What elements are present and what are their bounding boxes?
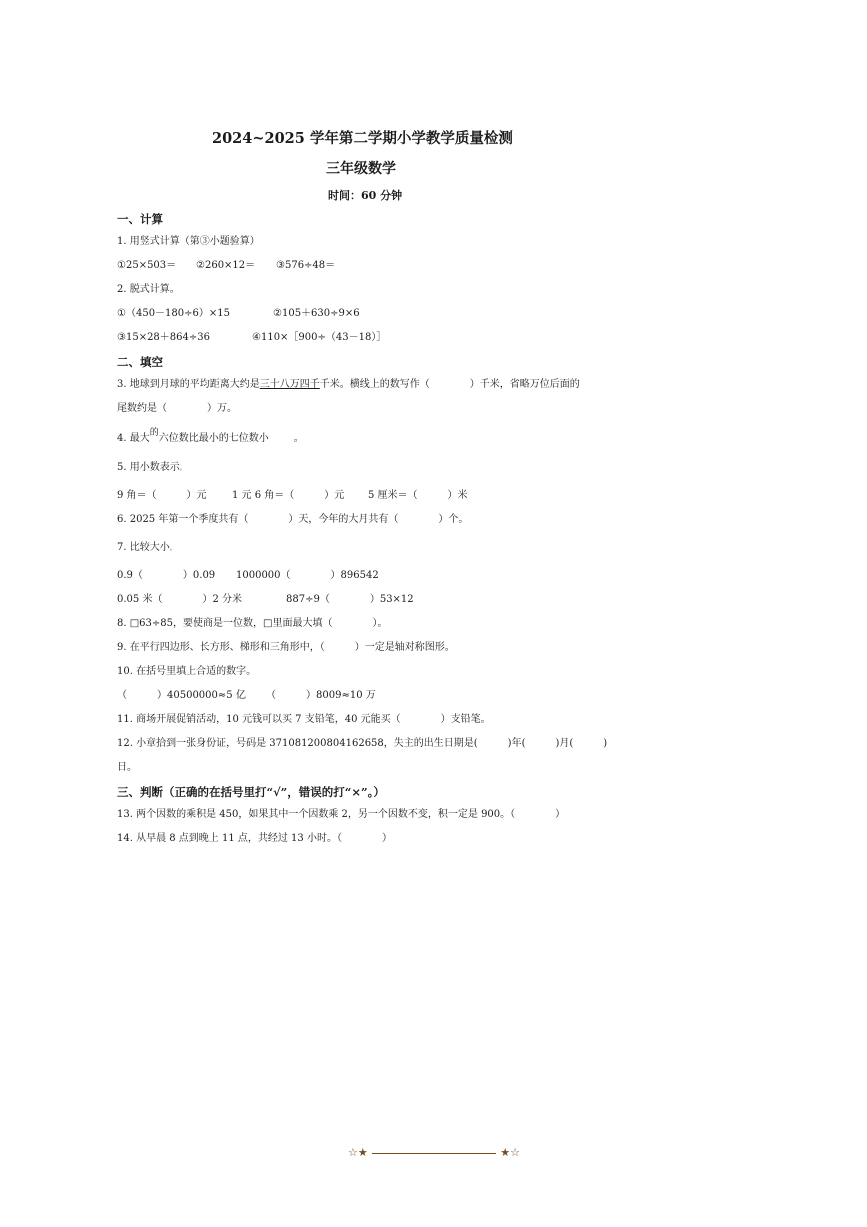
q4-post: 六位数比最小的七位数小 <box>158 433 269 444</box>
q6-text: 6. 2025 年第一个季度共有（ ）天，今年的大月共有（ ）个。 <box>117 514 469 525</box>
q2-stem: 2. 脱式计算。 <box>117 284 180 295</box>
section-fill-blank: 二、填空 <box>117 355 163 369</box>
q4-blank-spacer: ____ <box>272 433 289 444</box>
exam-subtitle: 三年级数学 <box>326 161 396 177</box>
footer-star-icon-left: ☆★ <box>348 1146 368 1159</box>
footer-star-icon-right: ★☆ <box>500 1146 520 1159</box>
q7-item-b: 1000000（ ）896542 <box>236 570 379 581</box>
q1-item-a: ①25×503＝ <box>117 260 177 271</box>
q1-item-c: ③576÷48＝ <box>276 260 336 271</box>
q14-text: 14. 从早晨 8 点到晚上 11 点，共经过 13 小时。（ ） <box>117 833 392 844</box>
q7-mark: 。 <box>169 545 176 552</box>
q7-stem: 7. 比较大小 <box>117 542 170 553</box>
q2-item-d: ④110×［900÷（43－18）］ <box>252 332 387 343</box>
q5-stem: 5. 用小数表示 <box>117 462 180 473</box>
q4-sup: 的 <box>149 428 159 438</box>
q2-item-a: ①（450－180÷6）×15 <box>117 308 230 319</box>
q1-stem: 1. 用竖式计算（第③小题验算） <box>117 236 260 247</box>
q12-line-2: 日。 <box>117 762 137 773</box>
page-footer-ornament <box>348 1146 520 1160</box>
q7-item-c: 0.05 米（ ）2 分米 <box>117 594 242 605</box>
q4-period: 。 <box>293 433 304 444</box>
q3-underlined-number: 三十八万四千 <box>259 379 320 390</box>
q2-item-c: ③15×28＋864÷36 <box>117 332 210 343</box>
time-label: 时间：60 分钟 <box>328 189 403 202</box>
q8-text: 8. □63÷85，要使商是一位数，□里面最大填（ ）。 <box>117 618 388 629</box>
q12-text: 12. 小章拾到一张身份证，号码是 371081200804162658，失主的出生日期是( )年( )月( ) <box>117 738 608 749</box>
section-true-false: 三、判断（正确的在括号里打“√”，错误的打“×”。） <box>117 785 385 799</box>
q3-line-1 <box>117 378 580 392</box>
q7-item-a: 0.9（ ）0.09 <box>117 570 216 581</box>
q5-item-c: 5 厘米＝（ ）米 <box>368 490 468 501</box>
q7-item-d: 887÷9（ ）53×12 <box>286 594 414 605</box>
q5-item-b: 1 元 6 角＝（ ）元 <box>232 490 345 501</box>
section-calculation: 一、计算 <box>117 212 163 226</box>
q3-pre: 3. 地球到月球的平均距离大约是 <box>117 379 260 390</box>
footer-divider <box>372 1153 496 1154</box>
q10-item-b: （ ）8009≈10 万 <box>266 690 376 701</box>
q2-item-b: ②105＋630÷9×6 <box>273 308 360 319</box>
q3-post: 千米。横线上的数写作（ ）千米，省略万位后面的 <box>319 379 580 390</box>
q5-item-a: 9 角＝（ ）元 <box>117 490 207 501</box>
q3-line-2: 尾数约是（ ）万。 <box>117 403 237 414</box>
q4-line <box>117 428 304 446</box>
q11-text: 11. 商场开展促销活动，10 元钱可以买 7 支铅笔，40 元能买（ ）支铅笔。 <box>117 714 491 725</box>
q9-text: 9. 在平行四边形、长方形、梯形和三角形中，（ ）一定是轴对称图形。 <box>117 642 455 653</box>
q1-item-b: ②260×12＝ <box>196 260 256 271</box>
q13-text: 13. 两个因数的乘积是 450，如果其中一个因数乘 2，另一个因数不变，积一定是 900。（ ） <box>117 809 566 820</box>
q5-mark: 。 <box>179 465 186 472</box>
exam-title: 2024~2025 学年第二学期小学教学质量检测 <box>212 130 513 147</box>
q4-pre: 4. 最大 <box>117 433 150 444</box>
q10-item-a: （ ）40500000≈5 亿 <box>117 690 246 701</box>
q10-stem: 10. 在括号里填上合适的数字。 <box>117 666 257 677</box>
q7-stem-line <box>117 541 176 556</box>
q5-stem-line <box>117 461 186 476</box>
